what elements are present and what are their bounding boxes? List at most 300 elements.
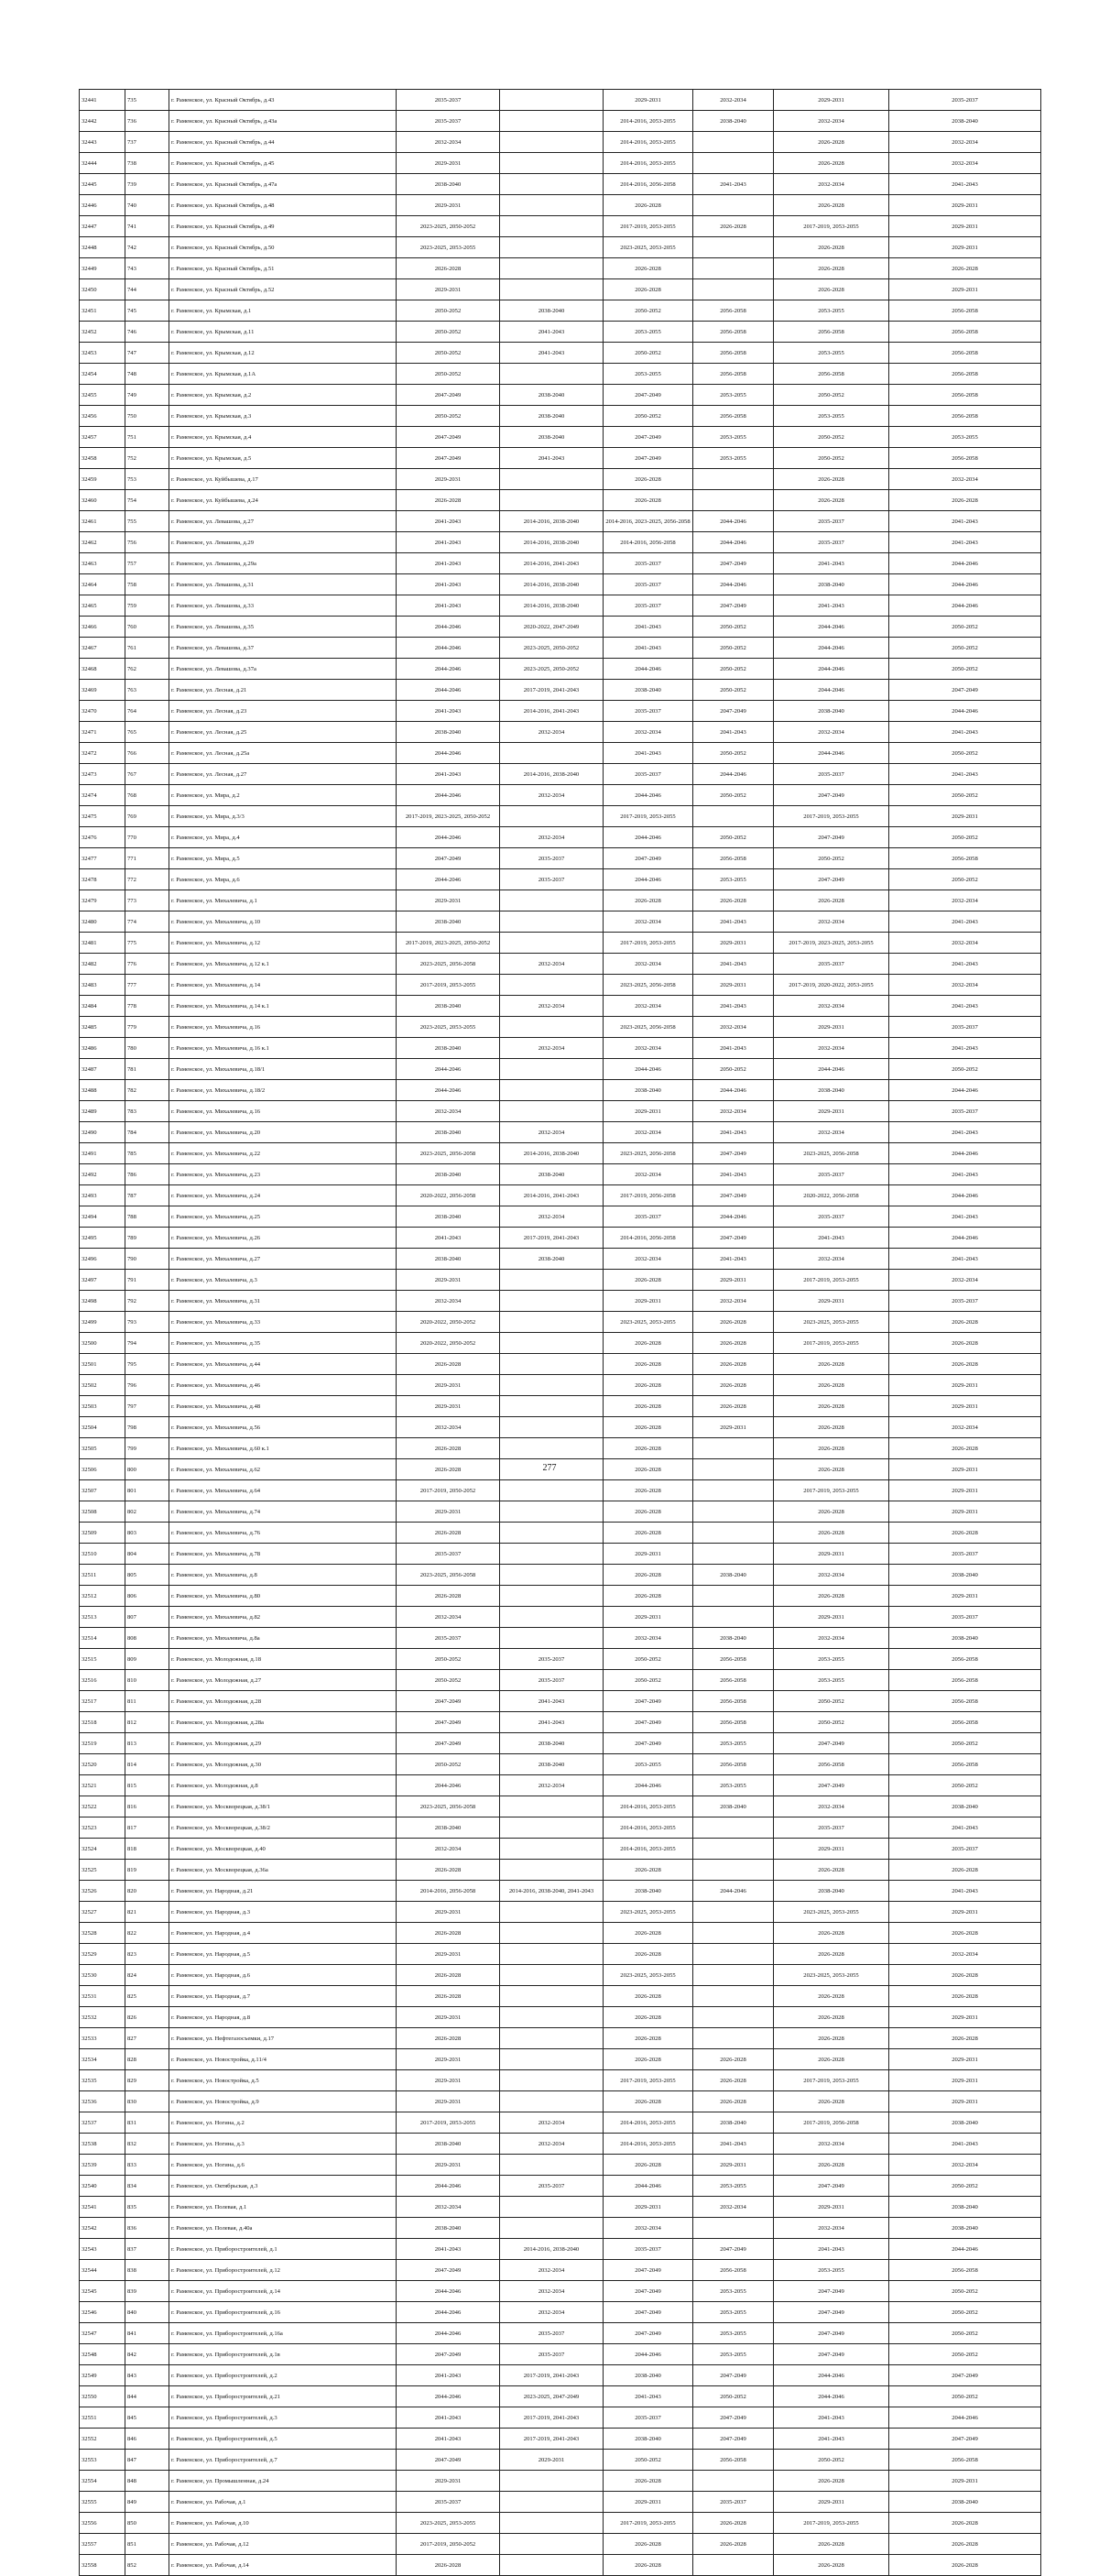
period-5: 2026-2028 [774, 2007, 889, 2028]
period-5: 2038-2040 [774, 701, 889, 722]
period-2: 2032-2034 [500, 785, 604, 806]
address: г. Раменское, ул. Михалевича, д.27 [169, 1249, 397, 1270]
row-id: 32538 [80, 2134, 125, 2155]
row-number: 799 [125, 1438, 169, 1459]
address: г. Раменское, ул. Москворецкая, д.38/1 [169, 1796, 397, 1817]
table-row [80, 1333, 1041, 1354]
period-1: 2029-2031 [397, 1501, 500, 1523]
period-4 [693, 132, 774, 153]
row-id: 32537 [80, 2112, 125, 2134]
row-id: 32445 [80, 174, 125, 195]
period-1: 2017-2019, 2050-2052 [397, 2534, 500, 2555]
period-5: 2026-2028 [774, 2155, 889, 2176]
table-row [80, 343, 1041, 364]
period-4: 2056-2058 [693, 848, 774, 869]
period-5: 2023-2025, 2056-2058 [774, 1143, 889, 1164]
period-2: 2020-2022, 2047-2049 [500, 617, 604, 638]
row-number: 779 [125, 1017, 169, 1038]
address: г. Раменское, ул. Народная, д.6 [169, 1965, 397, 1986]
table-row [80, 2260, 1041, 2281]
address: г. Раменское, ул. Молодежная, д.27 [169, 1670, 397, 1691]
period-3: 2026-2028 [604, 1375, 693, 1396]
period-6: 2050-2052 [889, 827, 1041, 848]
period-4 [693, 1986, 774, 2007]
period-1: 2041-2043 [397, 701, 500, 722]
address: г. Раменское, ул. Москворецкая, д.40 [169, 1839, 397, 1860]
period-5: 2032-2034 [774, 111, 889, 132]
period-3: 2035-2037 [604, 553, 693, 574]
row-number: 789 [125, 1228, 169, 1249]
period-4: 2050-2052 [693, 743, 774, 764]
row-number: 773 [125, 890, 169, 911]
row-number: 800 [125, 1459, 169, 1480]
period-6: 2026-2028 [889, 1860, 1041, 1881]
period-3: 2032-2034 [604, 722, 693, 743]
row-number: 757 [125, 553, 169, 574]
period-6: 2056-2058 [889, 300, 1041, 322]
period-1: 2026-2028 [397, 258, 500, 279]
period-2: 2032-2034 [500, 2281, 604, 2302]
period-1: 2047-2049 [397, 1733, 500, 1754]
row-id: 32454 [80, 364, 125, 385]
period-3: 2017-2019, 2053-2055 [604, 933, 693, 954]
table-row [80, 1628, 1041, 1649]
address: г. Раменское, ул. Михалевича, д.48 [169, 1396, 397, 1417]
address: г. Раменское, ул. Михалевича, д.60 к.1 [169, 1438, 397, 1459]
period-5: 2026-2028 [774, 2471, 889, 2492]
period-6: 2026-2028 [889, 2555, 1041, 2576]
row-id: 32457 [80, 427, 125, 448]
row-number: 746 [125, 322, 169, 343]
period-4: 2032-2034 [693, 1291, 774, 1312]
row-number: 787 [125, 1185, 169, 1206]
period-6: 2032-2034 [889, 2155, 1041, 2176]
period-5: 2044-2046 [774, 743, 889, 764]
table-row [80, 1775, 1041, 1796]
period-4 [693, 1501, 774, 1523]
period-2 [500, 1586, 604, 1607]
period-2 [500, 1923, 604, 1944]
period-1: 2020-2022, 2050-2052 [397, 1333, 500, 1354]
period-3: 2026-2028 [604, 2534, 693, 2555]
table-row [80, 1565, 1041, 1586]
period-5: 2044-2046 [774, 638, 889, 659]
period-3: 2014-2016, 2053-2055 [604, 2134, 693, 2155]
address: г. Раменское, ул. Левашова, д.33 [169, 595, 397, 617]
period-6: 2041-2043 [889, 1206, 1041, 1228]
address: г. Раменское, ул. Молодежная, д.18 [169, 1649, 397, 1670]
address: г. Раменское, ул. Мира, д.2 [169, 785, 397, 806]
table-row [80, 1228, 1041, 1249]
period-2: 2041-2043 [500, 1712, 604, 1733]
period-6: 2032-2034 [889, 469, 1041, 490]
table-row [80, 2197, 1041, 2218]
period-5: 2023-2025, 2053-2055 [774, 1965, 889, 1986]
period-5: 2029-2031 [774, 1839, 889, 1860]
row-number: 768 [125, 785, 169, 806]
table-row [80, 385, 1041, 406]
period-5: 2056-2058 [774, 322, 889, 343]
row-number: 806 [125, 1586, 169, 1607]
period-6: 2038-2040 [889, 2112, 1041, 2134]
table-row [80, 1944, 1041, 1965]
period-4: 2053-2055 [693, 2344, 774, 2365]
period-4 [693, 1965, 774, 1986]
period-3: 2044-2046 [604, 827, 693, 848]
table-row [80, 300, 1041, 322]
table-row [80, 2028, 1041, 2049]
period-2: 2032-2034 [500, 1038, 604, 1059]
period-2 [500, 90, 604, 111]
row-id: 32508 [80, 1501, 125, 1523]
period-5: 2035-2037 [774, 1817, 889, 1839]
period-6: 2032-2034 [889, 975, 1041, 996]
period-5: 2032-2034 [774, 1796, 889, 1817]
row-id: 32477 [80, 848, 125, 869]
table-row [80, 322, 1041, 343]
period-3: 2029-2031 [604, 1607, 693, 1628]
period-5: 2026-2028 [774, 469, 889, 490]
period-2: 2014-2016, 2038-2040, 2041-2043 [500, 1881, 604, 1902]
period-2 [500, 1501, 604, 1523]
address: г. Раменское, ул. Крымская, д.11 [169, 322, 397, 343]
row-number: 741 [125, 216, 169, 237]
period-5: 2026-2028 [774, 2091, 889, 2112]
address: г. Раменское, ул. Михалевича, д.3 [169, 1270, 397, 1291]
period-1: 2023-2025, 2050-2052 [397, 216, 500, 237]
period-5: 2017-2019, 2053-2055 [774, 216, 889, 237]
table-row [80, 364, 1041, 385]
row-id: 32495 [80, 1228, 125, 1249]
row-id: 32544 [80, 2260, 125, 2281]
address: г. Раменское, ул. Молодежная, д.28а [169, 1712, 397, 1733]
period-6: 2035-2037 [889, 1291, 1041, 1312]
period-1: 2026-2028 [397, 1459, 500, 1480]
row-number: 785 [125, 1143, 169, 1164]
period-1: 2023-2025, 2056-2058 [397, 1796, 500, 1817]
period-2: 2032-2034 [500, 954, 604, 975]
row-number: 737 [125, 132, 169, 153]
row-id: 32444 [80, 153, 125, 174]
table-row [80, 1586, 1041, 1607]
row-number: 826 [125, 2007, 169, 2028]
period-3: 2044-2046 [604, 1059, 693, 1080]
address: г. Раменское, ул. Крымская, д.12 [169, 343, 397, 364]
period-1: 2029-2031 [397, 1902, 500, 1923]
period-6: 2026-2028 [889, 1965, 1041, 1986]
period-3: 2038-2040 [604, 2365, 693, 2386]
period-5: 2032-2034 [774, 1038, 889, 1059]
period-6: 2032-2034 [889, 1417, 1041, 1438]
row-number: 767 [125, 764, 169, 785]
period-6: 2029-2031 [889, 237, 1041, 258]
address: г. Раменское, ул. Куйбышева, д.24 [169, 490, 397, 511]
address: г. Раменское, ул. Левашова, д.35 [169, 617, 397, 638]
address: г. Раменское, ул. Левашова, д.31 [169, 574, 397, 595]
period-6: 2035-2037 [889, 1017, 1041, 1038]
row-id: 32465 [80, 595, 125, 617]
period-6: 2029-2031 [889, 1375, 1041, 1396]
row-id: 32505 [80, 1438, 125, 1459]
period-5: 2026-2028 [774, 490, 889, 511]
period-5: 2035-2037 [774, 511, 889, 532]
period-4: 2035-2037 [693, 2492, 774, 2513]
period-4: 2050-2052 [693, 785, 774, 806]
period-1: 2023-2025, 2056-2058 [397, 954, 500, 975]
period-6: 2026-2028 [889, 1438, 1041, 1459]
row-number: 784 [125, 1122, 169, 1143]
address: г. Раменское, ул. Михалевича, д.82 [169, 1607, 397, 1628]
period-1: 2047-2049 [397, 2260, 500, 2281]
row-id: 32452 [80, 322, 125, 343]
period-6: 2056-2058 [889, 1754, 1041, 1775]
period-3: 2026-2028 [604, 1480, 693, 1501]
table-row [80, 1396, 1041, 1417]
address: г. Раменское, ул. Левашова, д.29 [169, 532, 397, 553]
row-id: 32471 [80, 722, 125, 743]
address: г. Раменское, ул. Михалевича, д.10 [169, 911, 397, 933]
period-3: 2044-2046 [604, 785, 693, 806]
period-5: 2053-2055 [774, 343, 889, 364]
period-6: 2026-2028 [889, 1523, 1041, 1544]
period-3: 2050-2052 [604, 406, 693, 427]
row-id: 32532 [80, 2007, 125, 2028]
row-id: 32453 [80, 343, 125, 364]
row-number: 827 [125, 2028, 169, 2049]
address: г. Раменское, ул. Красный Октябрь, д.44 [169, 132, 397, 153]
period-1: 2032-2034 [397, 1417, 500, 1438]
period-2: 2023-2025, 2050-2052 [500, 638, 604, 659]
period-3: 2017-2019, 2053-2055 [604, 2513, 693, 2534]
period-2 [500, 1544, 604, 1565]
period-6: 2047-2049 [889, 680, 1041, 701]
row-id: 32539 [80, 2155, 125, 2176]
period-3: 2050-2052 [604, 1649, 693, 1670]
table-row [80, 1143, 1041, 1164]
table-row [80, 153, 1041, 174]
period-1: 2023-2025, 2053-2055 [397, 237, 500, 258]
table-row [80, 1523, 1041, 1544]
period-3: 2026-2028 [604, 2155, 693, 2176]
period-4: 2056-2058 [693, 1754, 774, 1775]
period-1: 2026-2028 [397, 1586, 500, 1607]
table-row [80, 1817, 1041, 1839]
period-3: 2041-2043 [604, 638, 693, 659]
address: г. Раменское, ул. Приборостроителей, д.7 [169, 2450, 397, 2471]
period-4 [693, 258, 774, 279]
address: г. Раменское, ул. Крымская, д.1 [169, 300, 397, 322]
period-6: 2032-2034 [889, 153, 1041, 174]
period-5: 2017-2019, 2053-2055 [774, 1270, 889, 1291]
period-2: 2038-2040 [500, 427, 604, 448]
table-row [80, 638, 1041, 659]
period-4: 2041-2043 [693, 174, 774, 195]
table-row [80, 659, 1041, 680]
table-row [80, 490, 1041, 511]
period-4: 2038-2040 [693, 111, 774, 132]
row-number: 832 [125, 2134, 169, 2155]
address: г. Раменское, ул. Молодежная, д.30 [169, 1754, 397, 1775]
period-3: 2032-2034 [604, 1249, 693, 1270]
row-id: 32512 [80, 1586, 125, 1607]
period-6: 2044-2046 [889, 574, 1041, 595]
period-6: 2029-2031 [889, 1459, 1041, 1480]
period-1: 2050-2052 [397, 406, 500, 427]
row-number: 846 [125, 2429, 169, 2450]
period-1: 2044-2046 [397, 785, 500, 806]
period-3: 2032-2034 [604, 1038, 693, 1059]
period-2: 2035-2037 [500, 2323, 604, 2344]
period-1: 2023-2025, 2053-2055 [397, 1017, 500, 1038]
table-row [80, 933, 1041, 954]
period-5: 2050-2052 [774, 848, 889, 869]
period-6: 2026-2028 [889, 1986, 1041, 2007]
period-5: 2032-2034 [774, 722, 889, 743]
address: г. Раменское, ул. Народная, д.3 [169, 1902, 397, 1923]
address: г. Раменское, ул. Крымская, д.3 [169, 406, 397, 427]
period-6: 2041-2043 [889, 911, 1041, 933]
period-3: 2026-2028 [604, 195, 693, 216]
period-6: 2041-2043 [889, 532, 1041, 553]
row-id: 32513 [80, 1607, 125, 1628]
table-row [80, 2112, 1041, 2134]
period-6: 2041-2043 [889, 954, 1041, 975]
period-6: 2050-2052 [889, 2281, 1041, 2302]
period-2: 2038-2040 [500, 1164, 604, 1185]
period-4: 2056-2058 [693, 322, 774, 343]
address: г. Раменское, ул. Крымская, д.2 [169, 385, 397, 406]
row-id: 32498 [80, 1291, 125, 1312]
period-6: 2044-2046 [889, 595, 1041, 617]
period-1: 2041-2043 [397, 2407, 500, 2429]
period-5: 2032-2034 [774, 1249, 889, 1270]
period-4: 2047-2049 [693, 1143, 774, 1164]
row-number: 763 [125, 680, 169, 701]
period-4 [693, 2471, 774, 2492]
period-6: 2032-2034 [889, 132, 1041, 153]
address: г. Раменское, ул. Крымская, д.1А [169, 364, 397, 385]
period-5: 2026-2028 [774, 1459, 889, 1480]
period-2 [500, 975, 604, 996]
period-1: 2044-2046 [397, 2281, 500, 2302]
period-4: 2053-2055 [693, 869, 774, 890]
period-2: 2017-2019, 2041-2043 [500, 2365, 604, 2386]
period-3: 2032-2034 [604, 1628, 693, 1649]
period-2: 2014-2016, 2041-2043 [500, 1185, 604, 1206]
period-4 [693, 1607, 774, 1628]
address: г. Раменское, ул. Москворецкая, д.38/2 [169, 1817, 397, 1839]
row-number: 780 [125, 1038, 169, 1059]
table-row [80, 1185, 1041, 1206]
period-6: 2029-2031 [889, 2070, 1041, 2091]
period-2 [500, 1944, 604, 1965]
table-row [80, 1607, 1041, 1628]
table-row [80, 1712, 1041, 1733]
period-5: 2050-2052 [774, 1712, 889, 1733]
address: г. Раменское, ул. Ногина, д.6 [169, 2155, 397, 2176]
period-6: 2050-2052 [889, 659, 1041, 680]
row-number: 809 [125, 1649, 169, 1670]
period-6: 2056-2058 [889, 2450, 1041, 2471]
table-row [80, 617, 1041, 638]
period-1: 2050-2052 [397, 343, 500, 364]
period-4: 2041-2043 [693, 1122, 774, 1143]
row-id: 32525 [80, 1860, 125, 1881]
row-id: 32478 [80, 869, 125, 890]
row-number: 804 [125, 1544, 169, 1565]
row-id: 32556 [80, 2513, 125, 2534]
row-id: 32511 [80, 1565, 125, 1586]
row-id: 32480 [80, 911, 125, 933]
period-6: 2038-2040 [889, 1565, 1041, 1586]
period-2 [500, 806, 604, 827]
period-2: 2014-2016, 2038-2040 [500, 1143, 604, 1164]
period-2 [500, 743, 604, 764]
period-5: 2026-2028 [774, 1354, 889, 1375]
address: г. Раменское, ул. Промышленная, д.24 [169, 2471, 397, 2492]
period-1: 2038-2040 [397, 1249, 500, 1270]
period-3: 2026-2028 [604, 2028, 693, 2049]
row-id: 32546 [80, 2302, 125, 2323]
table-row [80, 1902, 1041, 1923]
row-id: 32499 [80, 1312, 125, 1333]
row-id: 32549 [80, 2365, 125, 2386]
period-4: 2050-2052 [693, 659, 774, 680]
page-number: 277 [542, 1463, 557, 1473]
period-6: 2029-2031 [889, 2091, 1041, 2112]
period-2 [500, 1902, 604, 1923]
row-number: 852 [125, 2555, 169, 2576]
row-number: 843 [125, 2365, 169, 2386]
period-5: 2026-2028 [774, 1375, 889, 1396]
period-4: 2041-2043 [693, 1164, 774, 1185]
period-4: 2026-2028 [693, 1396, 774, 1417]
table-row [80, 1270, 1041, 1291]
period-3: 2014-2016, 2053-2055 [604, 1817, 693, 1839]
address: г. Раменское, ул. Рабочая, д.12 [169, 2534, 397, 2555]
row-id: 32493 [80, 1185, 125, 1206]
address: г. Раменское, ул. Михалевича, д.64 [169, 1480, 397, 1501]
period-3: 2026-2028 [604, 1438, 693, 1459]
row-id: 32468 [80, 659, 125, 680]
row-id: 32488 [80, 1080, 125, 1101]
row-number: 790 [125, 1249, 169, 1270]
row-number: 849 [125, 2492, 169, 2513]
period-5: 2047-2049 [774, 1775, 889, 1796]
period-1: 2029-2031 [397, 2091, 500, 2112]
period-1: 2032-2034 [397, 1839, 500, 1860]
period-2: 2041-2043 [500, 343, 604, 364]
row-id: 32458 [80, 448, 125, 469]
period-3: 2053-2055 [604, 322, 693, 343]
row-id: 32554 [80, 2471, 125, 2492]
period-2: 2032-2034 [500, 2302, 604, 2323]
period-6: 2050-2052 [889, 1733, 1041, 1754]
row-id: 32510 [80, 1544, 125, 1565]
period-2: 2014-2016, 2038-2040 [500, 764, 604, 785]
period-1: 2041-2043 [397, 2429, 500, 2450]
period-3: 2017-2019, 2053-2055 [604, 216, 693, 237]
table-row [80, 1122, 1041, 1143]
period-6: 2056-2058 [889, 322, 1041, 343]
period-5: 2026-2028 [774, 1860, 889, 1881]
period-3: 2026-2028 [604, 1586, 693, 1607]
period-2 [500, 490, 604, 511]
period-5: 2047-2049 [774, 2323, 889, 2344]
period-2: 2023-2025, 2050-2052 [500, 659, 604, 680]
period-4: 2047-2049 [693, 2239, 774, 2260]
address: г. Раменское, ул. Мира, д.5 [169, 848, 397, 869]
